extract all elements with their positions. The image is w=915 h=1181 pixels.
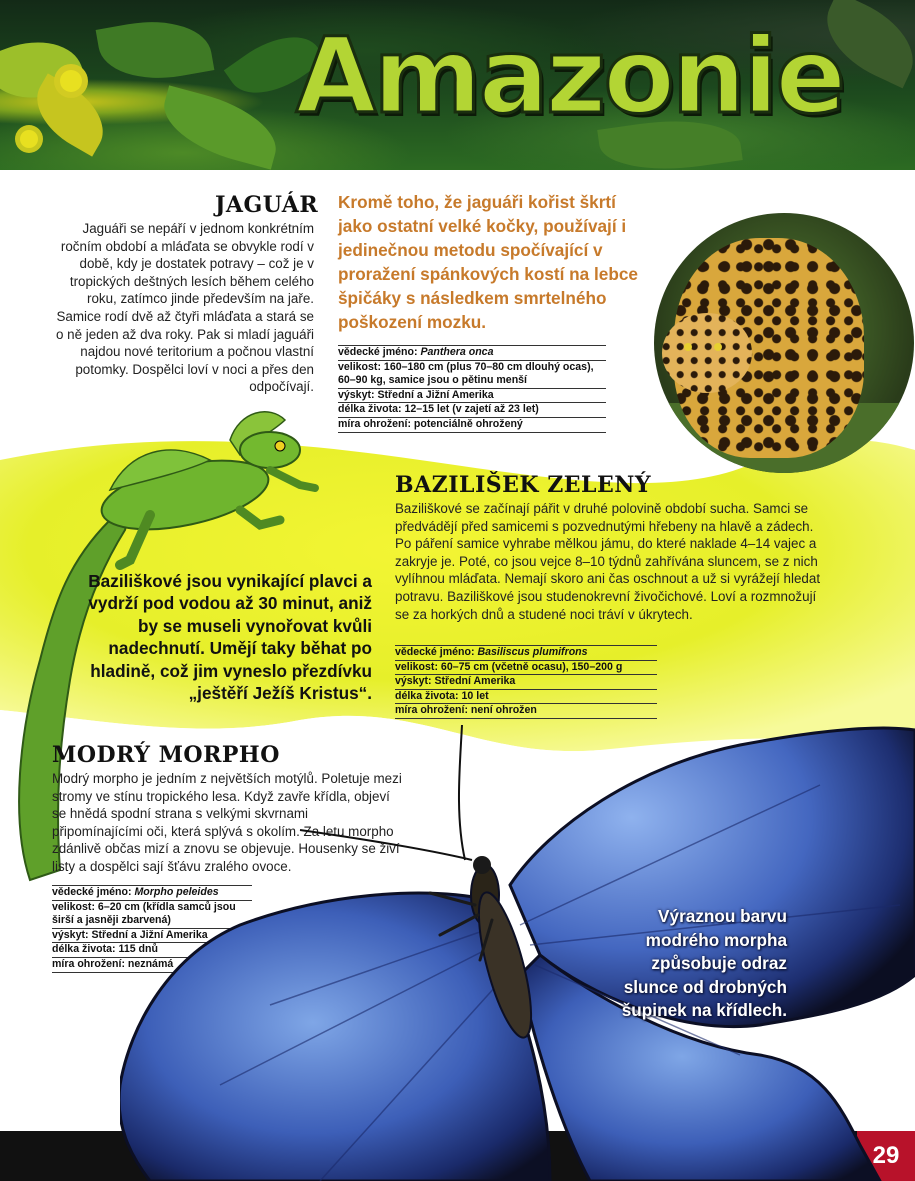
jaguar-heading: JAGUÁR [215,192,319,218]
morpho-facts: vědecké jméno: Morpho peleides velikost: 6–20 cm (křídla samců jsou širší a jasněji zbarvená) výskyt: Střední a Jižní Amerika délka života: 115 dnů míra ohrožení: neznámá [52,885,252,973]
jaguar-callout: Kromě toho, že jaguáři kořist škrtí jako ostatní velké kočky, používají i jedinečnou metodu spočívající v proražení spánkových kostí na lebce špičáky s následkem smrtelného poškození mozku. [338,192,638,332]
jaguar-facts: vědecké jméno: Panthera onca velikost: 160–180 cm (plus 70–80 cm dlouhý ocas), 60–90 kg, samice jsou o pětinu menší výskyt: Střední a Jižní Amerika délka života: 12–15 let (v zajetí až 23 let) míra ohrožení: potenciálně ohrožený [338,345,606,433]
basilisk-callout: Baziliškové jsou vynikající plavci a vydrží pod vodou až 30 minut, aniž by se museli vynořovat kvůli nadechnutí. Umějí taky běhat po hladině, což jim vyneslo přezdívku „ještěří Ježíš Kristus“. [88,571,372,704]
morpho-callout: Výraznou barvu modrého morpha způsobuje odraz slunce od drobných šupinek na křídlech. [621,906,787,1020]
blue-morpho-butterfly-image [120,725,915,1181]
basilisk-heading: BAZILIŠEK ZELENÝ [395,472,652,498]
morpho-body-text: Modrý morpho je jedním z největších motýlů. Poletuje mezi stromy ve stínu tropického lesa. Když zavře křídla, objeví se hnědá spodní strana s velkými skvrnami připomínajícími oči, která splývá s okolím. Za letu morpho zdánlivě občas mizí a znovu se objevuje. Housenky se živí listy a dospělci sají šťávu zralého ovoce. [52,771,402,874]
morpho-heading: MODRÝ MORPHO [52,742,280,768]
page-number: 29 [857,1131,915,1181]
jaguar-body-text: Jaguáři se nepáří v jednom konkrétním ročním období a mláďata se obvykle rodí v době, kdy je dostatek potravy – což je v tropických deštných lesích během celého roku, zatímco jinde především na jaře. Samice rodí dvě až čtyři mláďata a stará se o ně jeden až dva roky. Pak si mladí jaguáři najdou nové teritorium a počnou vlastní potomky. Dospělci loví v noci a přes den odpočívají. [55,221,314,395]
basilisk-facts: vědecké jméno: Basiliscus plumifrons velikost: 60–75 cm (včetně ocasu), 150–200 g výskyt: Střední Amerika délka života: 10 let míra ohrožení: není ohrožen [395,645,657,719]
jaguar-photo [654,213,914,473]
page-title: Amazonie [295,15,843,137]
basilisk-body-text: Baziliškové se začínají pářit v druhé polovině období sucha. Samci se předvádějí před samicemi s pozvednutými hřebeny na hlavě a zádech. Po páření samice vyhrabe mělkou jámu, do které naklade 4–14 vajec a zakryje je. Poté, co jsou vejce 8–10 týdnů zahřívána sluncem, se z nich vylíhnou mláďata. Nemají skoro ani čas oschnout a už si vyrážejí hledat potravu. Baziliškové jsou studenokrevní živočichové. Loví a rozmnožují se za horkých dnů a studené noci tráví v úkrytech. [395,501,821,622]
jungle-header-image [0,0,915,170]
